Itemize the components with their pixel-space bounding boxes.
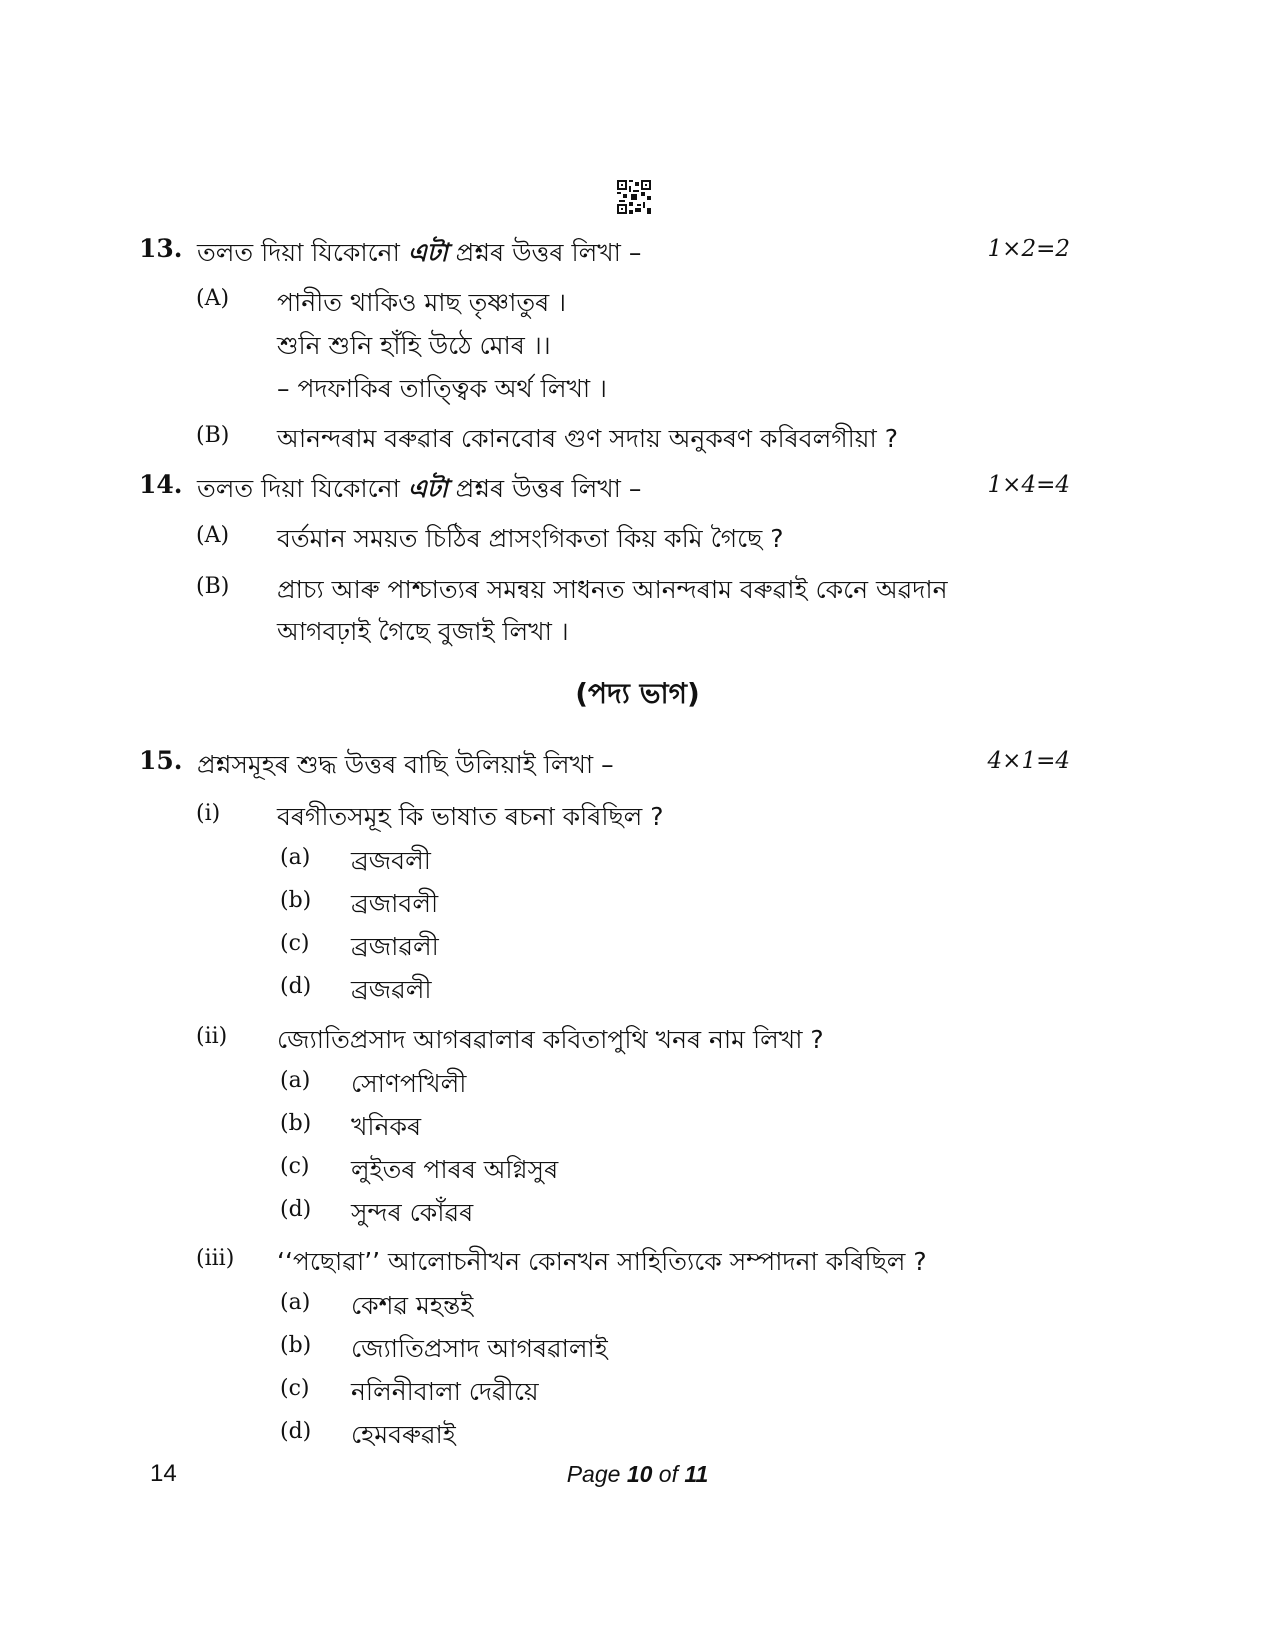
q15-i-opt-d-text: ব্ৰজৱলী — [351, 975, 432, 1004]
q14-text: তলত দিয়া যিকোনো এটা প্ৰশ্নৰ উত্তৰ লিখা – — [197, 474, 642, 503]
q14-b-line2: আগবঢ়াই গৈছে বুজাই লিখা । — [277, 617, 569, 646]
q15-i-opt-b-label: (b) — [280, 888, 312, 913]
q15-ii-opt-c-text: লুইতৰ পাৰৰ অগ্নিসুৰ — [351, 1155, 559, 1184]
q15-iii-opt-a-label: (a) — [280, 1290, 311, 1315]
q15-i-opt-a-label: (a) — [280, 845, 311, 870]
q15-iii-opt-d-label: (d) — [280, 1419, 312, 1444]
q15-ii-opt-a-label: (a) — [280, 1068, 311, 1093]
q15-ii-opt-a-text: সোণপখিলী — [351, 1069, 467, 1098]
q15-ii-opt-b-text: খনিকৰ — [351, 1112, 422, 1141]
footer-code: 14 — [150, 1460, 177, 1487]
q13-a-line3: – পদফাকিৰ তাত্ত্বিক অৰ্থ লিখা । — [277, 374, 607, 403]
section-title: (পদ্য ভাগ) — [575, 677, 700, 710]
q13-number: 13. — [139, 234, 183, 263]
q15-i-opt-a-text: ব্ৰজবলী — [351, 846, 431, 875]
q15-iii-opt-c-text: নলিনীবালা দেৱীয়ে — [351, 1377, 539, 1406]
q15-i-opt-c-label: (c) — [280, 931, 310, 956]
q15-ii-label: (ii) — [196, 1024, 228, 1049]
q15-iii-opt-b-text: জ্যোতিপ্ৰসাদ আগৰৱালাই — [351, 1334, 608, 1363]
q13-b-line1: আনন্দৰাম বৰুৱাৰ কোনবোৰ গুণ সদায় অনুকৰণ কৰিবলগীয়া ? — [277, 424, 898, 453]
q15-number: 15. — [139, 746, 183, 775]
q15-ii-opt-c-label: (c) — [280, 1154, 310, 1179]
q15-iii-opt-a-text: কেশৱ মহন্তই — [351, 1291, 474, 1320]
q15-ii-opt-b-label: (b) — [280, 1111, 312, 1136]
q15-i-opt-c-text: ব্ৰজাৱলী — [351, 932, 439, 961]
q15-iii-opt-c-label: (c) — [280, 1376, 310, 1401]
q15-iii-question: ‘‘পছোৱা’’ আলোচনীখন কোনখন সাহিত্যিকে সম্পাদনা কৰিছিল ? — [277, 1247, 927, 1276]
q15-iii-opt-d-text: হেমবৰুৱাই — [351, 1420, 456, 1449]
page-number: Page 10 of 11 — [566, 1461, 709, 1487]
q14-a-label: (A) — [196, 523, 230, 548]
q13-a-line2: শুনি শুনি হাঁহি উঠে মোৰ ।। — [277, 331, 551, 360]
q13-a-line1: পানীত থাকিও মাছ তৃষ্ণাতুৰ । — [277, 288, 567, 317]
q14-number: 14. — [139, 470, 183, 499]
qr-code-icon — [617, 180, 651, 214]
q15-ii-opt-d-text: সুন্দৰ কোঁৱৰ — [351, 1198, 474, 1227]
q15-ii-question: জ্যোতিপ্ৰসাদ আগৰৱালাৰ কবিতাপুথি খনৰ নাম লিখা ? — [277, 1025, 824, 1054]
q15-iii-opt-b-label: (b) — [280, 1333, 312, 1358]
q13-b-label: (B) — [196, 423, 230, 448]
q13-text: তলত দিয়া যিকোনো এটা প্ৰশ্নৰ উত্তৰ লিখা – — [197, 238, 642, 267]
q15-iii-label: (iii) — [196, 1246, 235, 1271]
q15-marks: 4×1=4 — [987, 748, 1070, 774]
q14-b-label: (B) — [196, 574, 230, 599]
q15-i-opt-b-text: ব্ৰজাবলী — [351, 889, 439, 918]
q15-text: প্ৰশ্নসমূহৰ শুদ্ধ উত্তৰ বাছি উলিয়াই লিখা – — [197, 750, 614, 779]
q13-a-label: (A) — [196, 286, 230, 311]
q15-ii-opt-d-label: (d) — [280, 1197, 312, 1222]
q14-a-line1: বৰ্তমান সময়ত চিঠিৰ প্ৰাসংগিকতা কিয় কমি গৈছে ? — [277, 524, 784, 553]
q13-marks: 1×2=2 — [987, 236, 1070, 262]
q15-i-opt-d-label: (d) — [280, 974, 312, 999]
q14-marks: 1×4=4 — [987, 472, 1070, 498]
q14-b-line1: প্ৰাচ্য আৰু পাশ্চাত্যৰ সমন্বয় সাধনত আনন্দৰাম বৰুৱাই কেনে অৱদান — [277, 575, 948, 604]
q15-i-label: (i) — [196, 801, 221, 826]
q15-i-question: বৰগীতসমূহ কি ভাষাত ৰচনা কৰিছিল ? — [277, 802, 664, 831]
